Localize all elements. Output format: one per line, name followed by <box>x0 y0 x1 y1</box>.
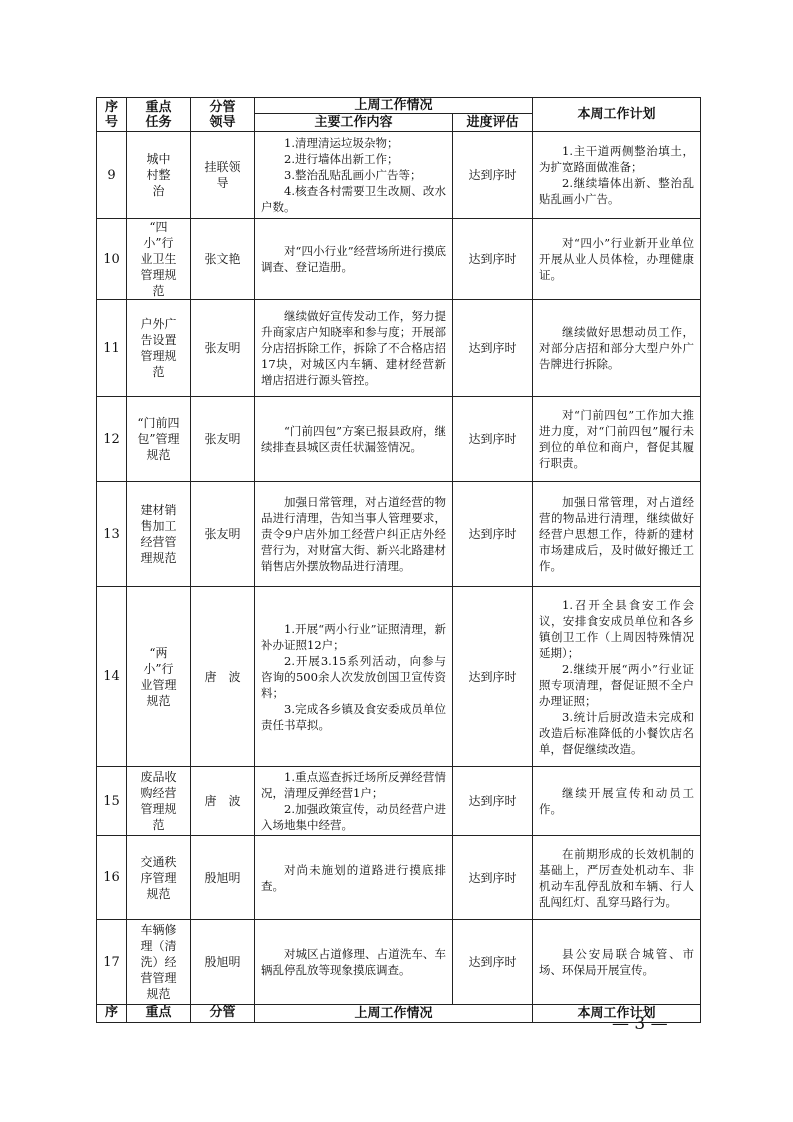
plan-item: 在前期形成的长效机制的基础上，严厉查处机动车、非机动车乱停乱放和车辆、行人乱闯红灯、乱穿马路行为。 <box>539 846 695 909</box>
leader-cell <box>191 920 255 1005</box>
task-name-cell <box>127 836 191 920</box>
plan-cell <box>533 836 701 920</box>
leader-cell <box>191 587 255 767</box>
table-row <box>97 397 701 482</box>
plan-cell <box>533 587 701 767</box>
work-content-cell <box>255 132 453 219</box>
row-number: 10 <box>97 219 127 300</box>
table-row <box>97 587 701 767</box>
plan-cell <box>533 482 701 587</box>
table-row <box>97 836 701 920</box>
table-row <box>97 767 701 836</box>
task-name-cell <box>127 219 191 300</box>
leader-cell <box>191 482 255 587</box>
plan-cell <box>533 920 701 1005</box>
clip-header-plan: 本周工作计划 <box>533 1005 701 1023</box>
task-name: 车辆修理（清洗）经营管理规范 <box>140 923 177 1001</box>
header-no: 序号 <box>97 98 127 132</box>
table-row <box>97 920 701 1005</box>
leader-name: 张友明 <box>204 432 241 446</box>
header-last-week: 上周工作情况 <box>255 98 533 114</box>
work-content-item: 对“四小行业”经营场所进行摸底调查、登记造册。 <box>261 244 446 274</box>
work-content-item: 1.开展“两小行业”证照清理，新补办证照12户； <box>261 621 446 652</box>
table-row <box>97 300 701 397</box>
leader-name: 张文艳 <box>204 252 241 266</box>
work-content-item: 对尚未施划的道路进行摸底排查。 <box>261 862 446 893</box>
work-content-cell <box>255 587 453 767</box>
row-number: 16 <box>97 836 127 920</box>
plan-item: 1.召开全县食安工作会议，安排食安成员单位和各乡镇创卫工作（上周因特殊情况延期）； <box>539 597 695 660</box>
plan-item: 对“四小”行业新开业单位开展从业人员体检，办理健康证。 <box>539 236 695 282</box>
leader-name: 殷旭明 <box>204 955 241 969</box>
work-content-cell <box>255 836 453 920</box>
plan-item: 2.继续开展“两小”行业证照专项清理，督促证照不全户办理证照； <box>539 661 695 708</box>
task-name-cell <box>127 482 191 587</box>
plan-item: 加强日常管理，对占道经营的物品进行清理，继续做好经营户思想工作，待新的建材市场建成后，及时做好搬迁工作。 <box>539 495 695 573</box>
row-number: 17 <box>97 920 127 1005</box>
leader-name: 唐 波 <box>204 669 241 684</box>
leader-name: 唐 波 <box>204 794 241 808</box>
progress-status: 达到序时 <box>453 920 533 1005</box>
work-content-cell <box>255 219 453 300</box>
task-name-cell <box>127 300 191 397</box>
progress-status: 达到序时 <box>453 587 533 767</box>
task-name: “门前四包”管理规范 <box>137 416 180 462</box>
clip-header-last-week: 上周工作情况 <box>255 1005 533 1023</box>
task-name: 建材销售加工经营管理规范 <box>140 503 177 565</box>
plan-item: 继续做好思想动员工作，对部分店招和部分大型户外广告牌进行拆除。 <box>539 325 695 371</box>
page-number: — 3 — <box>612 1014 668 1034</box>
work-content-item: 3.完成各乡镇及食安委成员单位责任书草拟。 <box>261 701 446 732</box>
progress-status: 达到序时 <box>453 132 533 219</box>
task-name: 废品收购经营管理规范 <box>140 770 177 832</box>
clip-header-task: 重点 <box>145 1005 172 1020</box>
plan-cell <box>533 767 701 836</box>
leader-cell <box>191 397 255 482</box>
progress-status: 达到序时 <box>453 836 533 920</box>
task-name: 户外广告设置管理规范 <box>140 317 177 379</box>
task-name-cell <box>127 132 191 219</box>
row-number: 11 <box>97 300 127 397</box>
progress-status: 达到序时 <box>453 300 533 397</box>
work-content-item: 1.清理清运垃圾杂物； <box>284 136 399 150</box>
work-content-item: 2.进行墙体出新工作； <box>284 152 399 166</box>
work-content-item: 继续做好宣传发动工作，努力提升商家店户知晓率和参与度；开展部分店招拆除工作，拆除了不合格店招17块，对城区内车辆、建材经营新增店招进行源头管控。 <box>261 309 446 387</box>
work-content-item: “门前四包”方案已报县政府，继续排查县城区责任状漏签情况。 <box>261 424 446 454</box>
plan-cell <box>533 300 701 397</box>
header-content: 主要工作内容 <box>255 114 453 132</box>
work-content-item: 3.整治乱贴乱画小广告等； <box>284 168 422 182</box>
leader-name: 张友明 <box>204 527 241 541</box>
work-content-cell <box>255 397 453 482</box>
work-content-item: 4.核查各村需要卫生改厕、改水户数。 <box>261 184 446 214</box>
progress-status: 达到序时 <box>453 767 533 836</box>
task-name-cell <box>127 920 191 1005</box>
leader-cell <box>191 836 255 920</box>
row-number: 13 <box>97 482 127 587</box>
header-progress: 进度评估 <box>453 114 533 132</box>
row-number: 15 <box>97 767 127 836</box>
task-name: “两小”行业管理规范 <box>140 645 177 708</box>
work-content-cell <box>255 767 453 836</box>
leader-cell <box>191 219 255 300</box>
plan-item: 2.继续墙体出新、整治乱贴乱画小广告。 <box>539 176 695 206</box>
row-number: 9 <box>97 132 127 219</box>
task-name: 城中村整治 <box>146 152 171 198</box>
plan-cell <box>533 132 701 219</box>
leader-cell <box>191 767 255 836</box>
progress-status: 达到序时 <box>453 397 533 482</box>
next-page-header <box>97 1005 701 1023</box>
header-task: 重点任务 <box>127 98 191 132</box>
table-row <box>97 219 701 300</box>
leader-cell <box>191 300 255 397</box>
task-name-cell <box>127 767 191 836</box>
leader-name: 殷旭明 <box>204 870 241 885</box>
row-number: 12 <box>97 397 127 482</box>
task-name-cell <box>127 587 191 767</box>
work-content-cell <box>255 300 453 397</box>
table-row <box>97 482 701 587</box>
header-plan: 本周工作计划 <box>533 98 701 132</box>
task-name-cell <box>127 397 191 482</box>
plan-item: 3.统计后厨改造未完成和改造后标准降低的小餐饮店名单，督促继续改造。 <box>539 709 695 756</box>
progress-status: 达到序时 <box>453 219 533 300</box>
clip-header-no: 序 <box>104 1005 118 1020</box>
table-body <box>97 132 701 1005</box>
work-content-cell <box>255 482 453 587</box>
plan-item: 对“门前四包”工作加大推进力度，对“门前四包”履行未到位的单位和商户，督促其履行职责。 <box>539 408 695 470</box>
work-content-item: 2.开展3.15系列活动，向参与咨询的500余人次发放创国卫宣传资料； <box>261 653 446 700</box>
clip-header-lead: 分管 <box>209 1005 236 1020</box>
table-row <box>97 132 701 219</box>
leader-name: 挂联领导 <box>204 160 241 190</box>
header-lead: 分管领导 <box>191 98 255 132</box>
plan-item: 县公安局联合城管、市场、环保局开展宣传。 <box>539 947 695 977</box>
work-report-table <box>96 97 701 1023</box>
work-content-item: 2.加强政策宣传，动员经营户进入场地集中经营。 <box>261 802 446 832</box>
plan-cell <box>533 397 701 482</box>
plan-item: 1.主干道两侧整治填土，为扩宽路面做准备； <box>539 144 695 174</box>
row-number: 14 <box>97 587 127 767</box>
work-content-item: 加强日常管理，对占道经营的物品进行清理，告知当事人管理要求，责令9户店外加工经营户纠正店外经营行为，对财富大街、新兴北路建材销售店外摆放物品进行清理。 <box>261 495 446 573</box>
progress-status: 达到序时 <box>453 482 533 587</box>
plan-cell <box>533 219 701 300</box>
leader-name: 张友明 <box>204 341 241 355</box>
task-name: 交通秩序管理规范 <box>140 854 177 901</box>
task-name: “四小”行业卫生管理规范 <box>140 220 177 298</box>
work-content-item: 1.重点巡查拆迁场所反弹经营情况，清理反弹经营1户； <box>261 770 446 800</box>
work-content-item: 对城区占道修理、占道洗车、车辆乱停乱放等现象摸底调查。 <box>261 947 446 977</box>
work-content-cell <box>255 920 453 1005</box>
plan-item: 继续开展宣传和动员工作。 <box>539 786 695 816</box>
leader-cell <box>191 132 255 219</box>
